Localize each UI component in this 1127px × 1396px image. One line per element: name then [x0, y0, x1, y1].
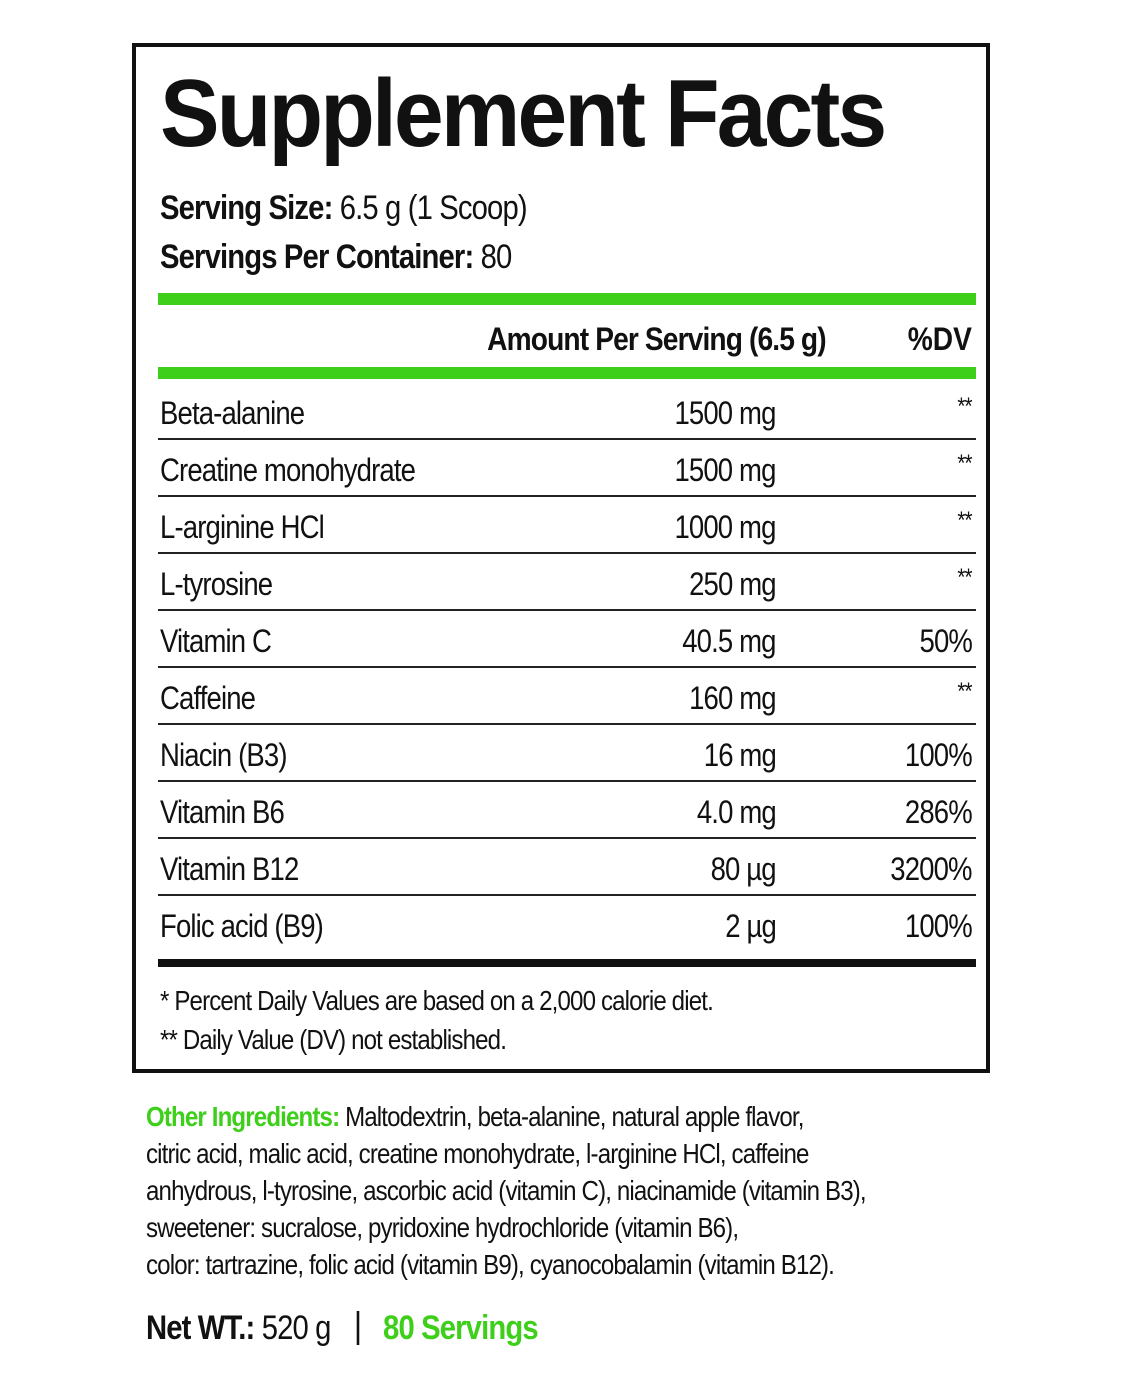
nutrient-name: L-tyrosine — [160, 566, 273, 602]
nutrient-amount: 1500 mg — [674, 395, 776, 431]
ingredients-line: citric acid, malic acid, creatine monohydrate, l-arginine HCl, caffeine — [146, 1138, 809, 1169]
table-row — [158, 554, 976, 611]
other-ingredients-label: Other Ingredients: — [146, 1101, 340, 1132]
nutrient-name: L-arginine HCl — [160, 509, 324, 545]
table-row — [158, 668, 976, 725]
nutrient-dv: ** — [957, 507, 972, 534]
nutrient-table — [158, 383, 976, 953]
amount-per-serving-header: Amount Per Serving (6.5 g) — [487, 321, 826, 357]
nutrient-amount: 80 µg — [710, 851, 776, 887]
nutrient-dv: 50% — [919, 623, 972, 659]
table-row — [158, 896, 976, 953]
nutrient-name: Niacin (B3) — [160, 737, 287, 773]
table-row — [158, 839, 976, 896]
other-ingredients — [146, 1098, 920, 1283]
serving-size-value: 6.5 g (1 Scoop) — [332, 189, 527, 227]
footnote-daily-values: * Percent Daily Values are based on a 2,000 calorie diet. — [160, 985, 713, 1016]
nutrient-name: Creatine monohydrate — [160, 452, 416, 488]
dv-header: %DV — [907, 321, 972, 357]
panel-title: Supplement Facts — [160, 60, 885, 167]
net-weight-value: 520 g — [254, 1309, 331, 1347]
footnote-dv-not-established: ** Daily Value (DV) not established. — [160, 1024, 507, 1055]
servings-per-container-value: 80 — [473, 238, 512, 276]
servings-count: 80 Servings — [383, 1309, 538, 1347]
servings-per-container-label: Servings Per Container: — [160, 238, 474, 276]
nutrient-name: Vitamin B6 — [160, 794, 284, 830]
table-header — [158, 315, 976, 363]
nutrient-amount: 160 mg — [689, 680, 776, 716]
table-row — [158, 725, 976, 782]
nutrient-amount: 4.0 mg — [697, 794, 776, 830]
table-row — [158, 497, 976, 554]
supplement-facts-panel — [132, 43, 990, 1073]
nutrient-dv: 3200% — [890, 851, 972, 887]
nutrient-dv: ** — [957, 564, 972, 591]
nutrient-amount: 2 µg — [725, 908, 776, 944]
nutrient-dv: 100% — [905, 737, 972, 773]
ingredients-line: anhydrous, l-tyrosine, ascorbic acid (vitamin C), niacinamide (vitamin B3), — [146, 1175, 866, 1206]
servings-per-container — [160, 236, 511, 278]
nutrient-amount: 1000 mg — [674, 509, 776, 545]
nutrient-dv: ** — [957, 678, 972, 705]
table-row — [158, 383, 976, 440]
ingredients-line: sweetener: sucralose, pyridoxine hydrochloride (vitamin B6), — [146, 1212, 739, 1243]
serving-size — [160, 187, 527, 229]
nutrient-name: Folic acid (B9) — [160, 908, 323, 944]
table-row — [158, 611, 976, 668]
nutrient-amount: 16 mg — [703, 737, 776, 773]
net-weight-line — [146, 1306, 538, 1350]
nutrient-amount: 40.5 mg — [682, 623, 776, 659]
table-row — [158, 440, 976, 497]
nutrient-name: Caffeine — [160, 680, 256, 716]
nutrient-dv: ** — [957, 393, 972, 420]
nutrient-dv: 286% — [905, 794, 972, 830]
nutrient-amount: 1500 mg — [674, 452, 776, 488]
nutrient-name: Vitamin B12 — [160, 851, 299, 887]
nutrient-dv: 100% — [905, 908, 972, 944]
nutrient-name: Beta-alanine — [160, 395, 305, 431]
nutrient-amount: 250 mg — [689, 566, 776, 602]
separator-bar — [356, 1311, 359, 1345]
table-bottom-divider — [158, 959, 976, 967]
serving-size-label: Serving Size: — [160, 189, 333, 227]
net-weight-label: Net WT.: — [146, 1309, 255, 1347]
top-green-divider — [158, 293, 976, 305]
ingredients-text: Maltodextrin, beta-alanine, natural apple flavor, — [339, 1101, 804, 1132]
ingredients-line: color: tartrazine, folic acid (vitamin B9), cyanocobalamin (vitamin B12). — [146, 1249, 835, 1280]
header-green-divider — [158, 367, 976, 379]
table-row — [158, 782, 976, 839]
nutrient-name: Vitamin C — [160, 623, 272, 659]
ingredients-line — [146, 1098, 920, 1135]
nutrient-dv: ** — [957, 450, 972, 477]
